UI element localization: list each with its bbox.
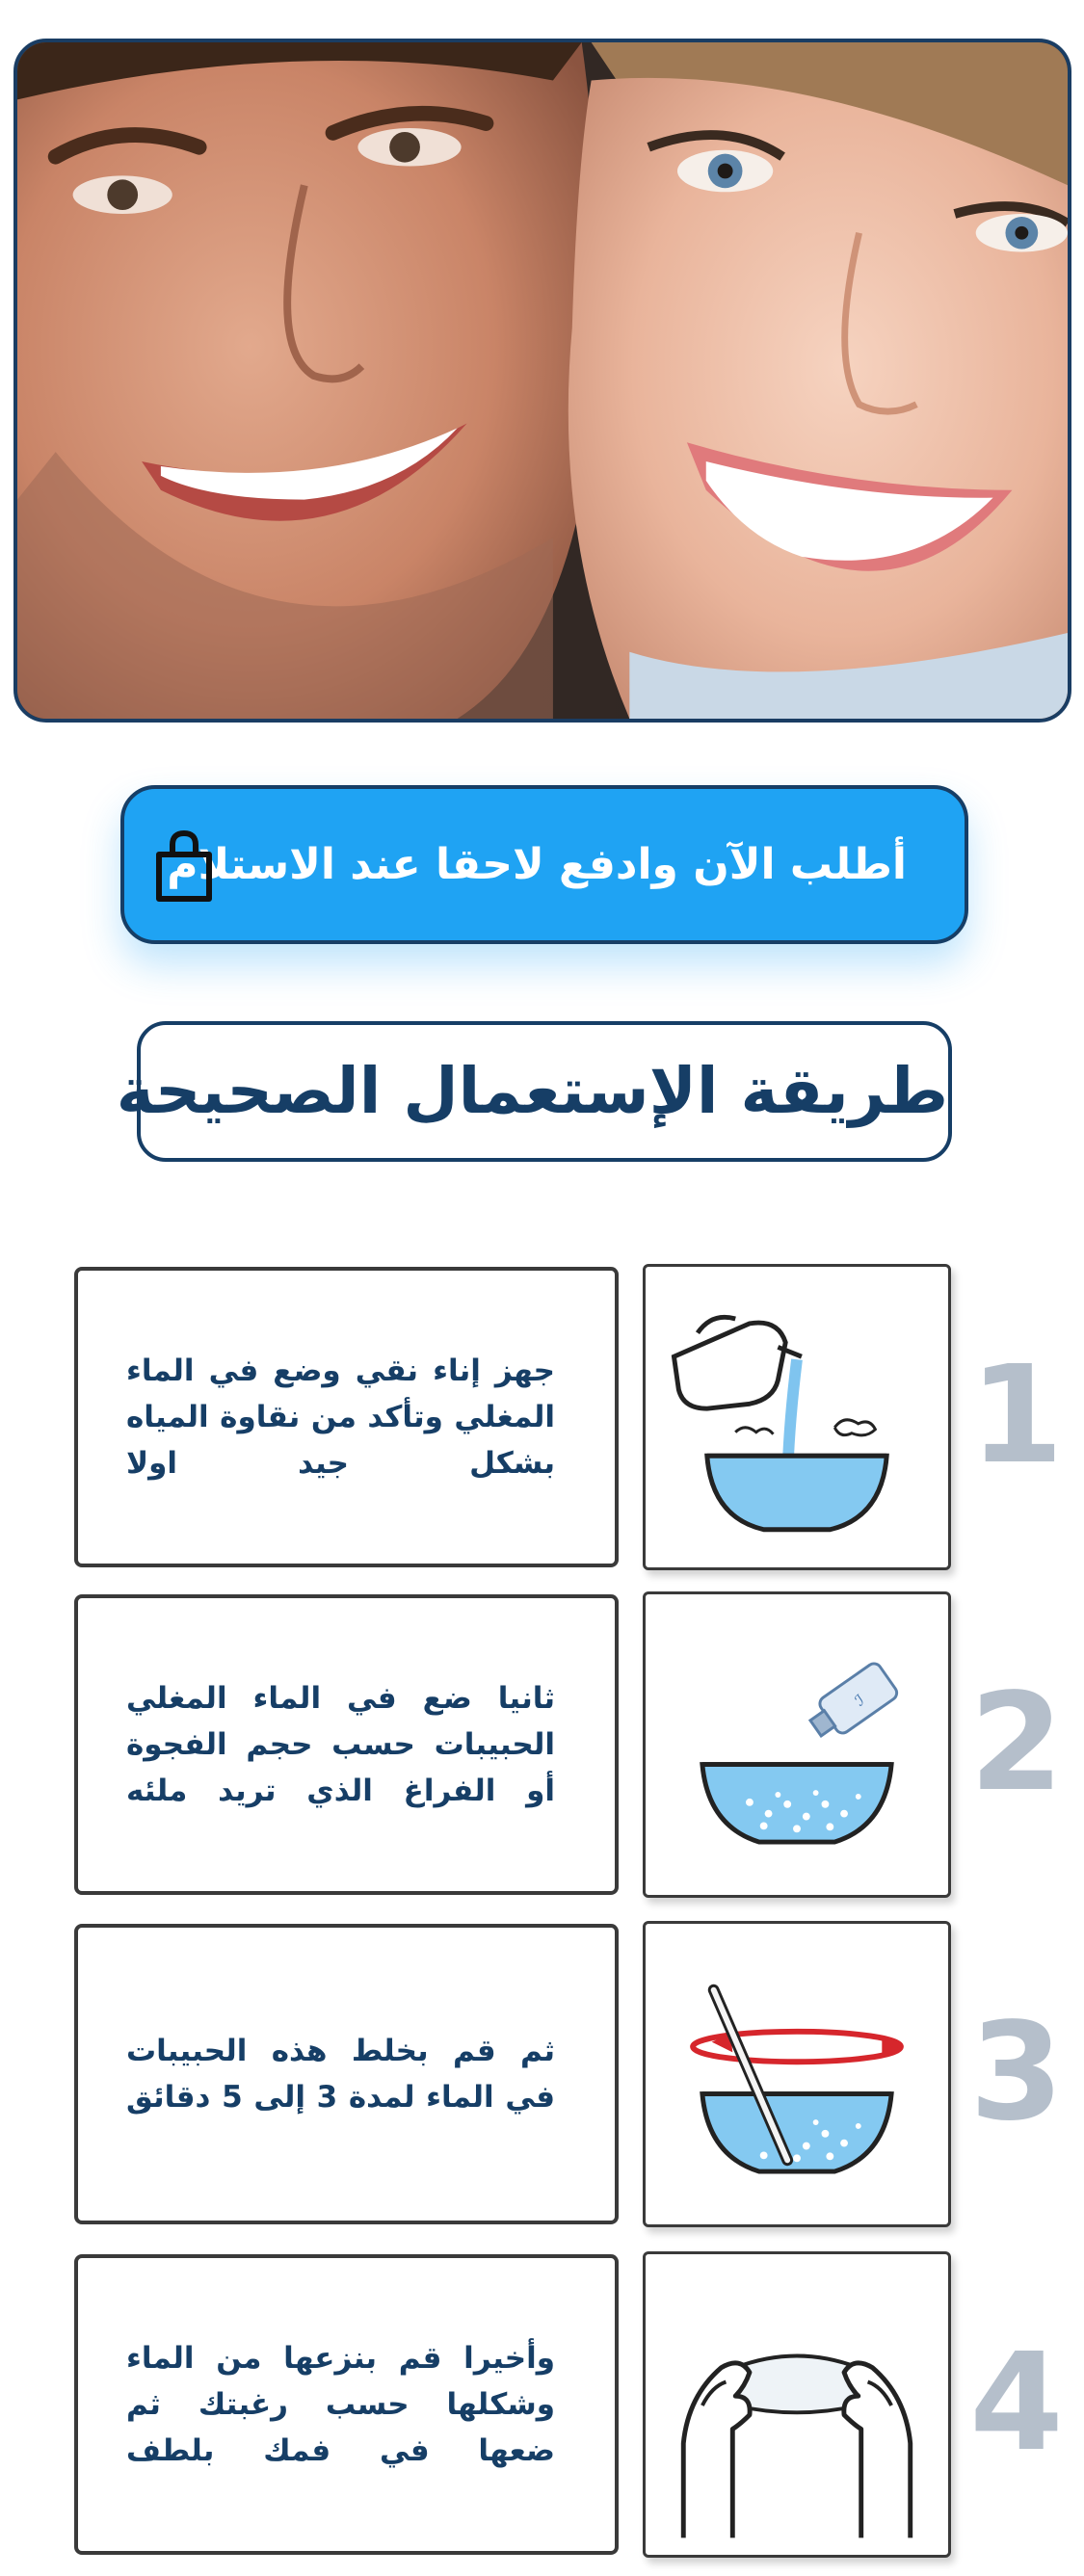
step-4-image	[643, 2251, 951, 2558]
smiling-couple-photo	[17, 42, 1068, 719]
usage-title-box	[116, 1021, 952, 1162]
pouring-granules-icon	[646, 1594, 948, 1895]
order-now-label: أطلب الآن وادفع لاحقا عند الاستلام	[167, 840, 907, 889]
step-1-number: 1	[969, 1337, 1064, 1494]
hero-image	[13, 39, 1071, 723]
step-1-text-box	[74, 1267, 619, 1567]
step-1-text: جهز إناء نقي وضع في الماء المغلي وتأكد من نقاوة المياه بشكل جيد اولا	[126, 1354, 555, 1481]
order-now-button[interactable]	[120, 785, 968, 944]
step-2-text-box	[74, 1594, 619, 1895]
step-3-text: ثم قم بخلط هذه الحبيبات في الماء لمدة 3 إلى 5 دقائق	[126, 2034, 555, 2115]
step-4-text: وأخيرا قم بنزعها من الماء وشكلها حسب رغبتك ثم ضعها في فمك بلطف	[126, 2341, 555, 2468]
step-3-text-box	[74, 1924, 619, 2224]
shopping-bag-icon	[145, 828, 223, 905]
step-2-image	[643, 1591, 951, 1898]
step-2-number: 2	[969, 1665, 1064, 1822]
stirring-bowl-icon	[646, 1924, 948, 2224]
step-2-text: ثانيا ضع في الماء المغلي الحبيبات حسب حجم الفجوة أو الفراغ الذي تريد ملئه	[126, 1681, 555, 1808]
usage-title: طريقة الإستعمال الصحيحة	[116, 1054, 948, 1128]
step-1-image	[643, 1264, 951, 1570]
kettle-pouring-water-icon	[646, 1267, 948, 1567]
hands-shaping-icon	[646, 2254, 948, 2555]
svg-text:ℐ: ℐ	[851, 1690, 868, 1710]
step-3-image	[643, 1921, 951, 2227]
step-4-number: 4	[969, 2325, 1064, 2482]
step-3-number: 3	[969, 1994, 1064, 2151]
step-4-text-box	[74, 2254, 619, 2555]
